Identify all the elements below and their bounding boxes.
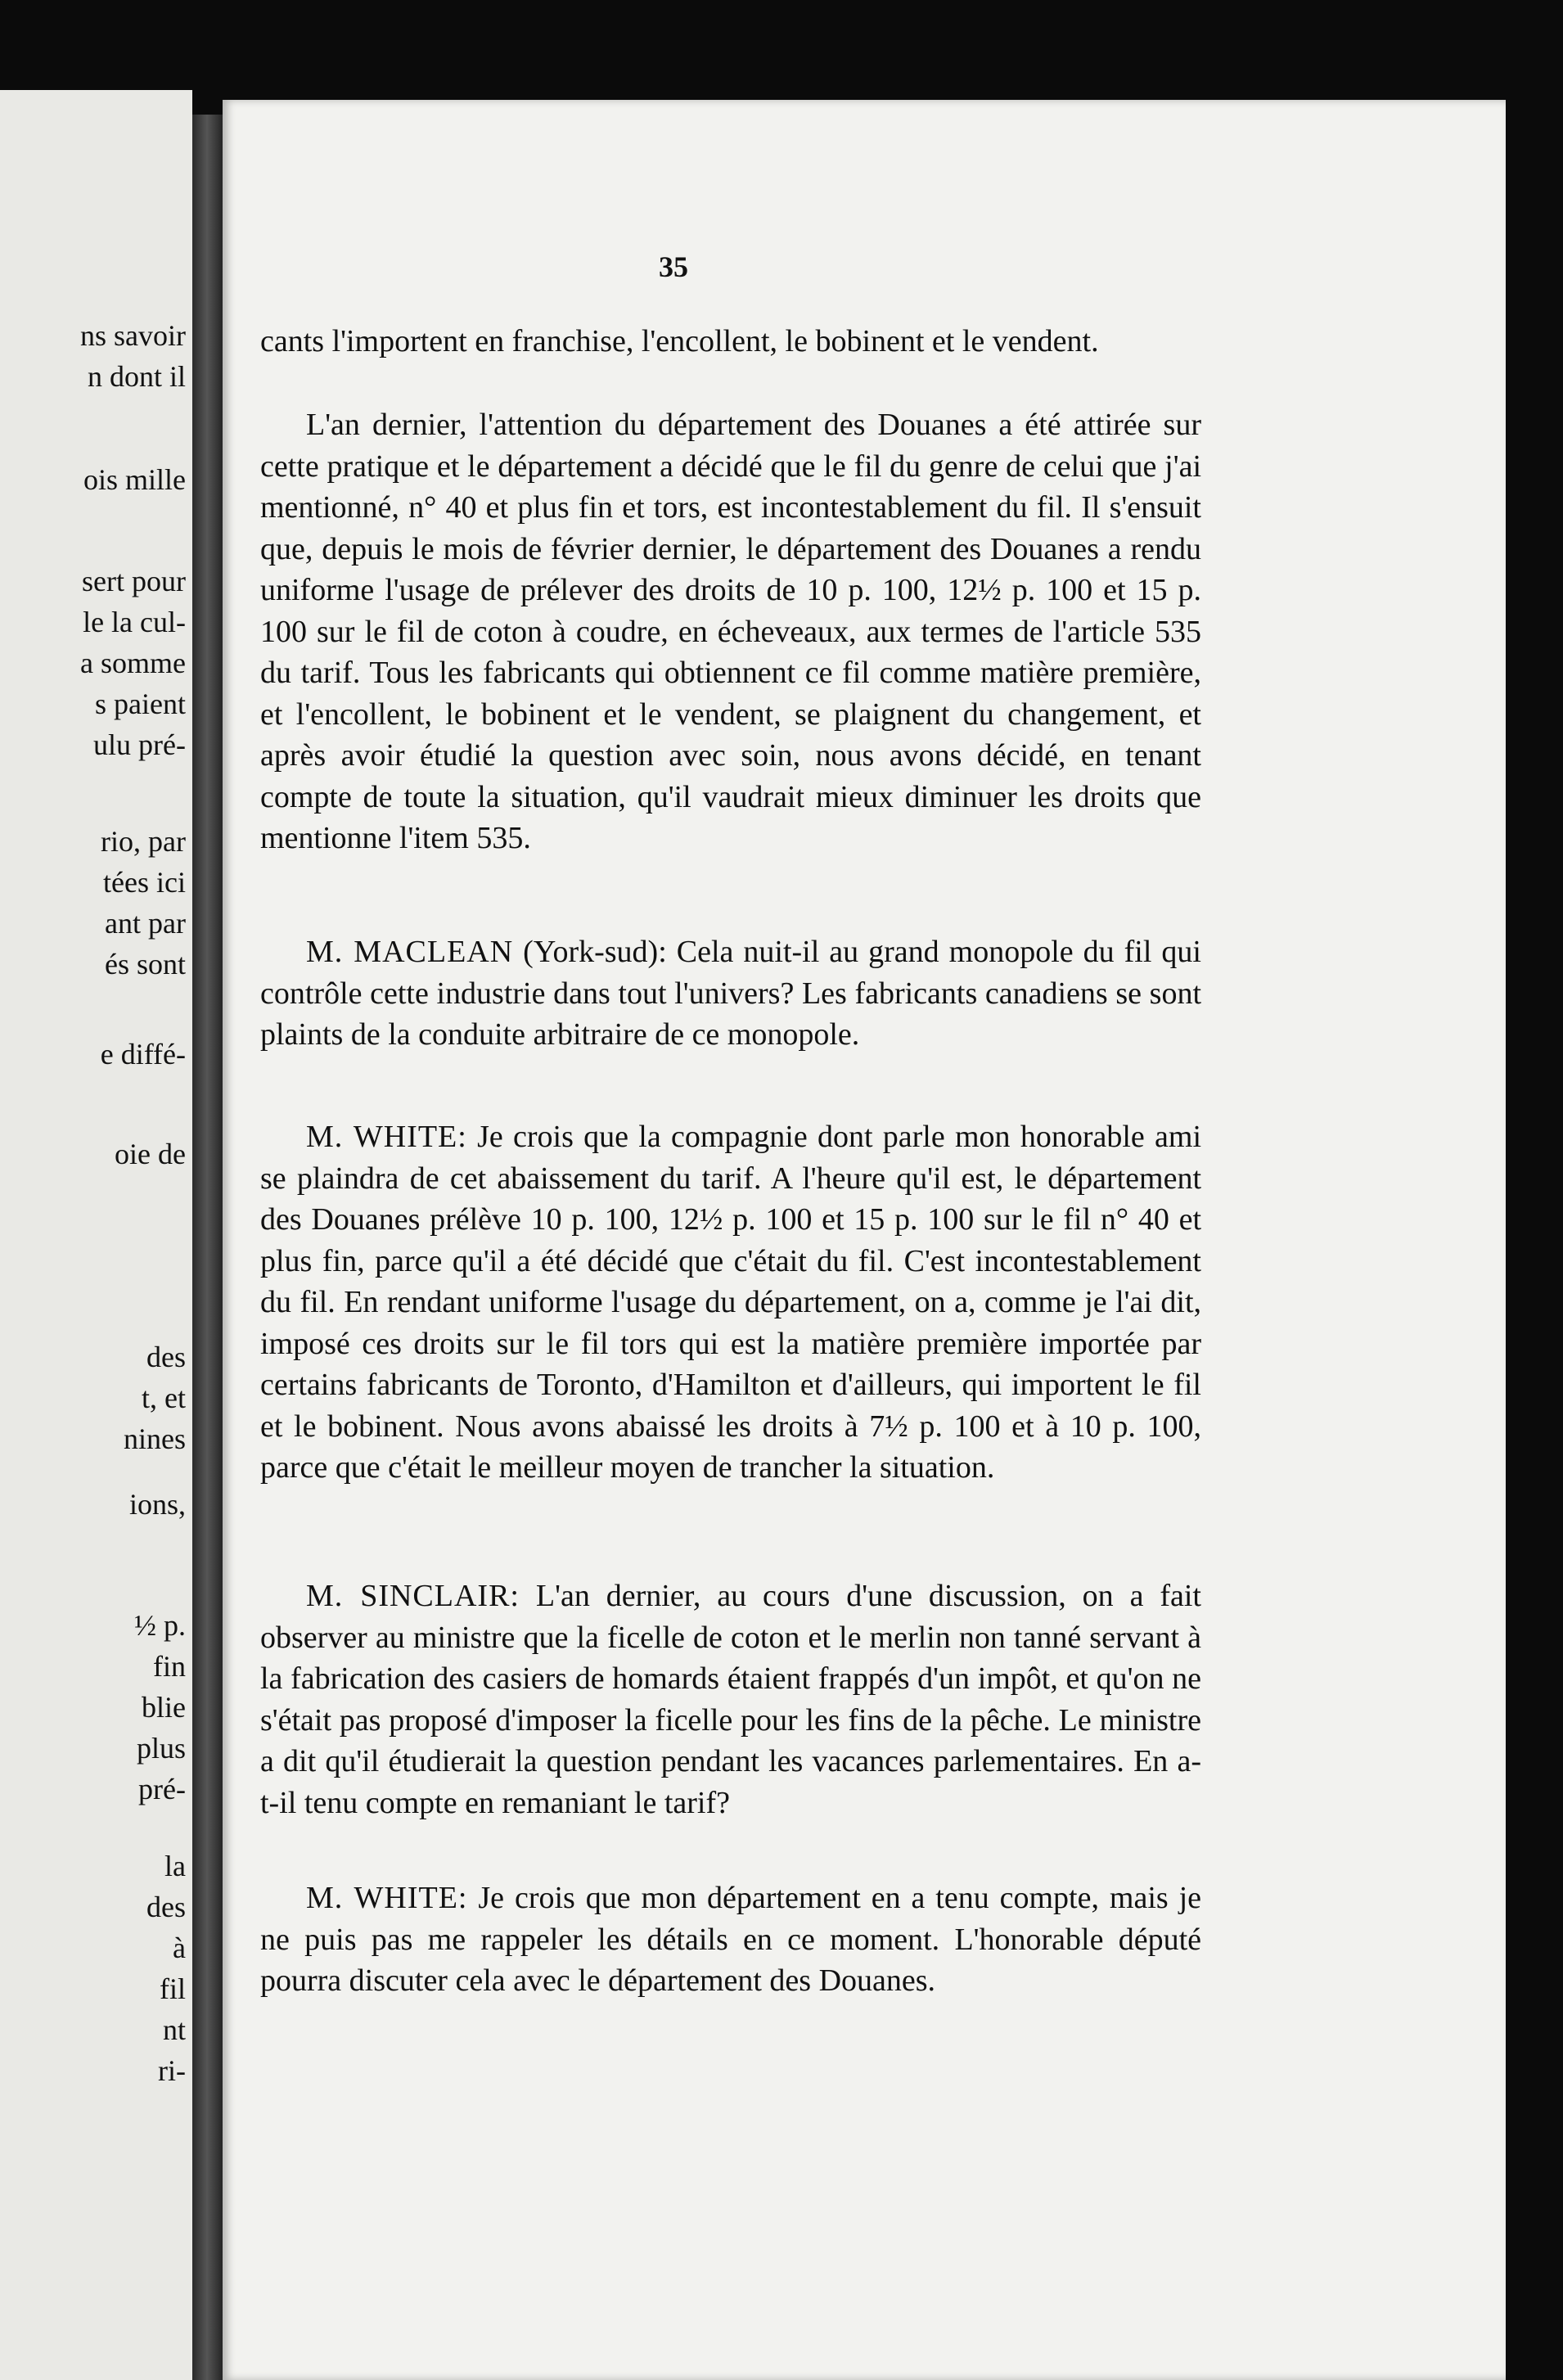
- left-fragment: sert pour: [82, 565, 186, 597]
- left-fragment: pré-: [138, 1773, 186, 1805]
- left-fragment: nt: [162, 2013, 186, 2046]
- paragraph-text: (York-sud): Cela nuit-il au grand monopole du fil qui contrôle cette industrie dans tout l'univers? Les fabricants canadiens se sont plaints de la conduite arbitraire de ce monopole.: [260, 935, 1201, 1052]
- paragraph-5: [260, 1575, 1201, 1823]
- left-fragment: ri-: [158, 2054, 186, 2087]
- page-number: 35: [659, 250, 688, 283]
- speaker-name: M. WHITE:: [306, 1881, 468, 1915]
- left-fragment: a somme: [80, 647, 186, 679]
- left-fragment: és sont: [105, 948, 186, 980]
- left-fragment: des: [146, 1341, 186, 1373]
- left-fragment: plus: [136, 1732, 186, 1765]
- left-fragment: la: [164, 1850, 186, 1882]
- left-fragment: ½ p.: [134, 1609, 186, 1642]
- left-fragment: s paient: [95, 687, 186, 720]
- paragraph-text: Je crois que la compagnie dont parle mon honorable ami se plaindra de cet abaissement du tarif. A l'heure qu'il est, le département des Douanes prélève 10 p. 100, 12½ p. 100 et 15 p. 100 sur le fil n° 40 et plus fin, parce qu'il a été décidé que c'était du fil. C'est incontestablement du fil. En rendant uniforme l'usage du département, on a, comme je l'ai dit, imposé ces droits sur le fil tors qui est la matière première importée par certains fabricants de Toronto, d'Hamilton et d'ailleurs, qui importent le fil et le bobinent. Nous avons abaissé les droits à 7½ p. 100 et à 10 p. 100, parce que c'était le meilleur moyen de trancher la situation.: [260, 1120, 1202, 1485]
- speaker-name: M. SINCLAIR:: [306, 1579, 520, 1613]
- left-fragment: ns savoir: [80, 319, 186, 352]
- left-fragment: ions,: [128, 1488, 186, 1521]
- paragraph-6: [260, 1877, 1201, 2002]
- left-fragment: n dont il: [87, 360, 186, 393]
- left-fragment: tées ici: [103, 866, 186, 899]
- left-fragment: e diffé-: [100, 1038, 186, 1071]
- left-fragment: nines: [124, 1422, 186, 1455]
- left-fragment: le la cul-: [83, 606, 186, 638]
- paragraph-2: [260, 404, 1201, 859]
- left-fragment: fil: [160, 1972, 186, 2005]
- left-fragment: t, et: [142, 1382, 186, 1414]
- paragraph-text: L'an dernier, l'attention du département des Douanes a été attirée sur cette pratique et le département a décidé que le fil du genre de celui que j'ai mentionné, n° 40 et plus fin et tors, est incontestablement du fil. Il s'ensuit que, depuis le mois de février dernier, le département des Douanes a rendu uniforme l'usage de prélever des droits de 10 p. 100, 12½ p. 100 et 15 p. 100 sur le fil de coton à coudre, en écheveaux, aux termes de l'article 535 du tarif. Tous les fabricants qui obtiennent ce fil comme matière première, et l'encollent, le bobinent et le vendent, se plaignent du changement, et après avoir étudié la question avec soin, nous avons décidé, en tenant compte de toute la situation, qu'il vaudrait mieux diminuer les droits que mentionne l'item 535.: [260, 408, 1201, 855]
- left-fragment: rio, par: [101, 825, 186, 858]
- paragraph-4: [260, 1116, 1201, 1489]
- facing-page-left: [0, 90, 192, 2380]
- paragraph-text: cants l'importent en franchise, l'encollent, le bobinent et le vendent.: [260, 324, 1099, 358]
- left-fragment: des: [146, 1891, 186, 1923]
- book-gutter: [192, 115, 225, 2380]
- left-fragment: ois mille: [83, 463, 186, 496]
- left-fragment: à: [173, 1931, 186, 1964]
- left-fragment: blie: [142, 1691, 186, 1724]
- left-fragment: ant par: [105, 907, 186, 940]
- paragraph-text: L'an dernier, au cours d'une discussion, on a fait observer au ministre que la ficelle de coton et le merlin non tanné servant à la fabrication des casiers de homards étaient frappés d'un impôt, et qu'on ne s'était pas proposé d'imposer la ficelle pour les fins de la pêche. Le ministre a dit qu'il étudierait la question pendant les vacances parlementaires. En a-t-il tenu compte en remaniant le tarif?: [260, 1579, 1201, 1820]
- left-fragment: ulu pré-: [93, 728, 186, 761]
- speaker-name: M. WHITE:: [306, 1120, 467, 1154]
- paragraph-1: [260, 321, 1201, 363]
- left-fragment: fin: [153, 1650, 186, 1683]
- left-fragment: oie de: [115, 1138, 186, 1170]
- paragraph-3: [260, 931, 1201, 1056]
- speaker-name: M. MACLEAN: [306, 935, 514, 969]
- paragraph-text: Je crois que mon département en a tenu compte, mais je ne puis pas me rappeler les détails en ce moment. L'honorable député pourra discuter cela avec le département des Douanes.: [260, 1881, 1201, 1998]
